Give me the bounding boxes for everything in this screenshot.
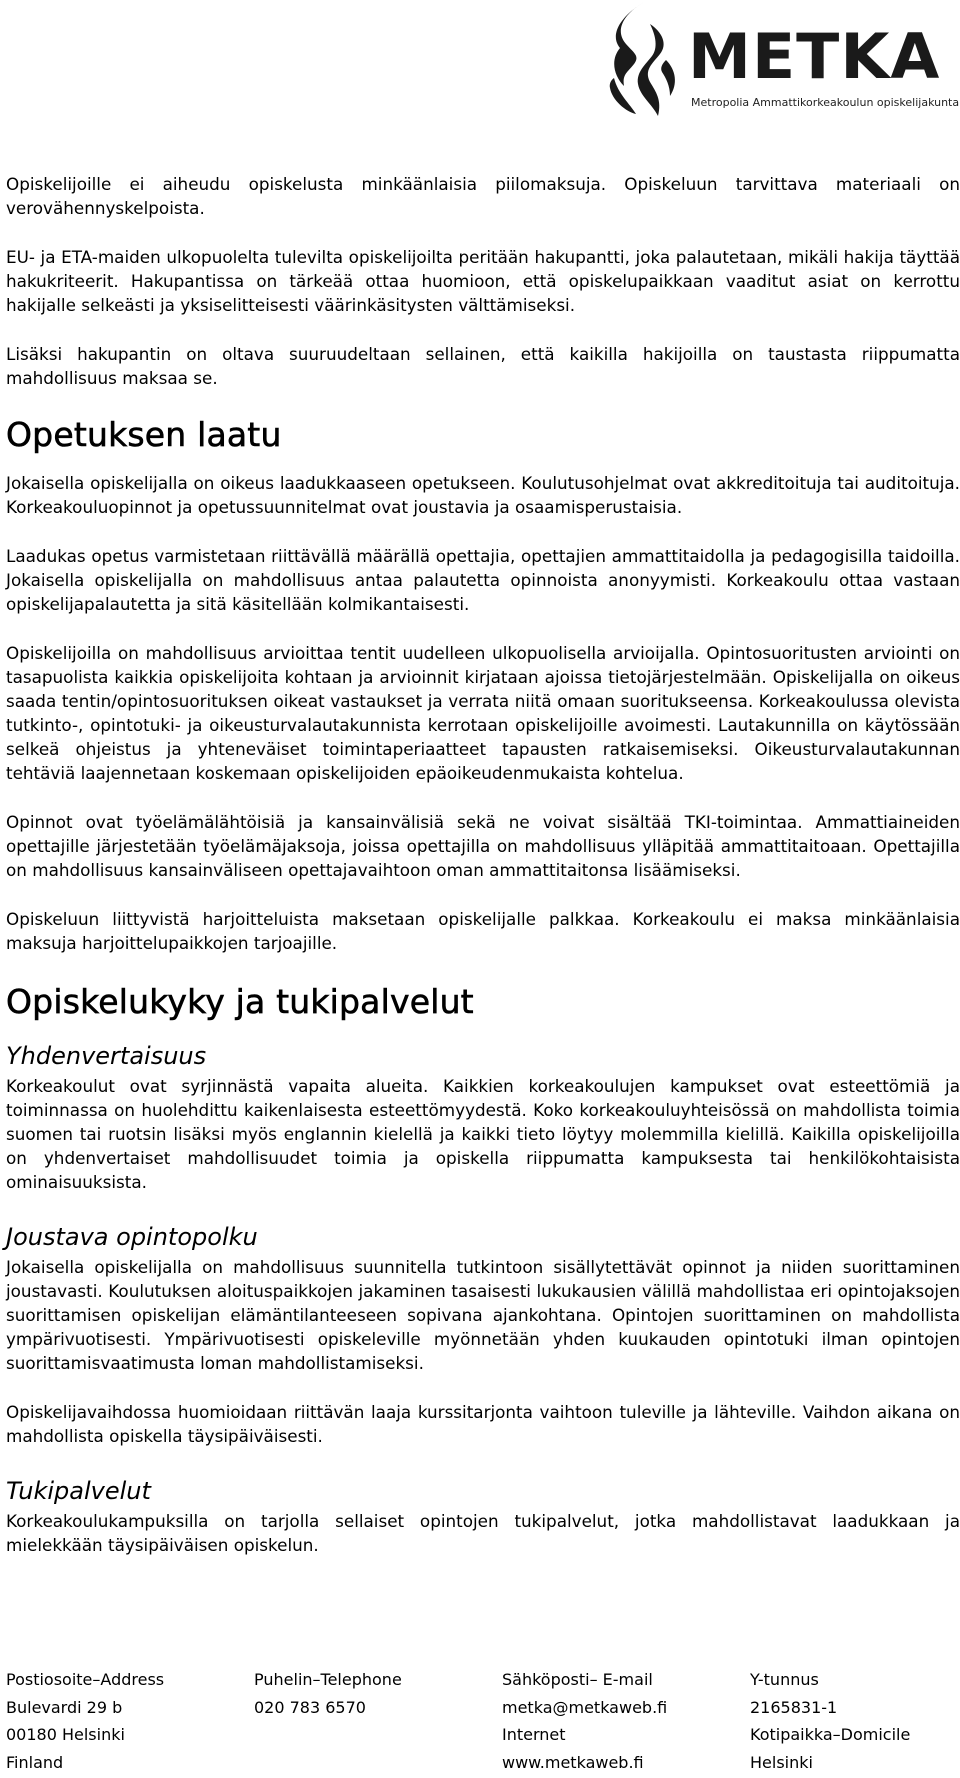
footer-telephone-number: 020 783 6570 — [254, 1697, 366, 1717]
footer-email-label: Sähköposti– E-mail — [502, 1670, 653, 1689]
quality-paragraph-5: Opiskeluun liittyvistä harjoitteluista maksetaan opiskelijalle palkkaa. Korkeakoulu ei maksa minkäänlaisia maksuja harjoittelupaikkojen tarjoajille. — [6, 909, 960, 953]
quality-paragraph-3: Opiskelijoilla on mahdollisuus arvioittaa tentit uudelleen ulkopuolisella arvioijalla. Opintosuoritusten arviointi on tasapuolista kaikkia opiskelijoita kohtaan ja arvioinnit kirjataan ajoissa tietojärjestelmään. Opiskelijalla on oikeus saada tentin/opintosuorituksen oikeat vastaukset ja verrata niitä omaan suoritukseensa. Korkeakoulussa olevista tutkinto-, opintotuki- ja oikeusturvalautakunnista kerrotaan opiskelijoille avoimesti. Lautakunnilla on käytössään selkeä ohjeistus ja yhteneväiset toimintaperiaatteet tapausten ratkaisemiseksi. Oikeusturvalautakunnan tehtäviä laajennetaan koskemaan opiskelijoiden epäoikeudenmukaista kohtelua. — [6, 643, 960, 783]
intro-paragraph-1: Opiskelijoille ei aiheudu opiskelusta minkäänlaisia piilomaksuja. Opiskeluun tarvittava materiaali on verovähennyskelpoista. — [6, 174, 960, 218]
section-heading-opetuksen-laatu: Opetuksen laatu — [6, 415, 282, 454]
flexible-paragraph-2: Opiskelijavaihdossa huomioidaan riittävän laaja kurssitarjonta vaihtoon tuleville ja lähteville. Vaihdon aikana on mahdollista opiskella täysipäiväisesti. — [6, 1402, 960, 1446]
footer-website-link[interactable]: www.metkaweb.fi — [502, 1752, 644, 1772]
footer-column-business-id — [750, 1666, 956, 1776]
footer-email-address[interactable]: metka@metkaweb.fi — [502, 1697, 668, 1717]
quality-paragraph-1: Jokaisella opiskelijalla on oikeus laadukkaaseen opetukseen. Koulutusohjelmat ovat akkreditoituja tai auditoituja. Korkeakouluopinnot ja opetussuunnitelmat ovat joustavia ja osaamisperustaisia. — [6, 473, 960, 517]
metka-flame-mark-icon — [604, 0, 684, 118]
contact-footer — [6, 1666, 956, 1776]
metka-logo — [604, 0, 960, 118]
footer-column-email — [502, 1666, 750, 1776]
footer-internet-label: Internet — [502, 1725, 566, 1744]
footer-telephone-label: Puhelin–Telephone — [254, 1670, 402, 1689]
footer-postal-city: 00180 Helsinki — [6, 1725, 125, 1744]
logo-subtitle: Metropolia Ammattikorkeakoulun opiskelijakunta — [691, 96, 960, 109]
subheading-joustava-opintopolku: Joustava opintopolku — [6, 1223, 258, 1251]
footer-address-label: Postiosoite–Address — [6, 1670, 165, 1689]
footer-column-address — [6, 1666, 254, 1776]
subheading-yhdenvertaisuus: Yhdenvertaisuus — [6, 1042, 207, 1070]
footer-country: Finland — [6, 1752, 64, 1772]
footer-domicile: Helsinki — [750, 1752, 813, 1772]
document-body — [6, 172, 960, 1582]
section-heading-opiskelukyky: Opiskelukyky ja tukipalvelut — [6, 982, 474, 1021]
footer-column-telephone — [254, 1666, 502, 1776]
equality-paragraph-1: Korkeakoulut ovat syrjinnästä vapaita alueita. Kaikkien korkeakoulujen kampukset ovat esteettömiä ja toiminnassa on huolehdittu kaikenlaisesta esteettömyydestä. Koko korkeakouluyhteisössä on mahdollista toimia suomen tai ruotsin lisäksi myös englannin kielellä ja kaikki tieto löytyy molemmilla kielillä. Kaikilla opiskelijoilla on yhdenvertaiset mahdollisuudet toimia ja opiskella riippumatta kampuksesta tai henkilökohtaisista ominaisuuksista. — [6, 1076, 960, 1192]
logo-wordmark: METKA — [688, 20, 941, 93]
footer-business-id-label: Y-tunnus — [750, 1670, 819, 1689]
flexible-paragraph-1: Jokaisella opiskelijalla on mahdollisuus suunnitella tutkintoon sisällytettävät opinnot ja niiden suorittaminen joustavasti. Koulutuksen aloituspaikkojen jakaminen tasaisesti lukukausien välillä mahdollistaa eri opintojaksojen suorittamisen opiskelijan elämäntilanteeseen sopivana ajankohtana. Opintojen suorittaminen on mahdollista ympärivuotisesti. Ympärivuotisesti opiskeleville myönnetään yhden kuukauden opintotuki ilman opintojen suorittamisvaatimusta loman mahdollistamiseksi. — [6, 1257, 960, 1373]
subheading-tukipalvelut: Tukipalvelut — [6, 1477, 151, 1505]
quality-paragraph-2: Laadukas opetus varmistetaan riittävällä määrällä opettajia, opettajien ammattitaidolla ja pedagogisilla taidoilla. Jokaisella opiskelijalla on mahdollisuus antaa palautetta opinnoista anonyymisti. Korkeakoulu ottaa vastaan opiskelijapalautetta ja sitä käsitellään kolmikantaisesti. — [6, 546, 960, 614]
intro-paragraph-3: Lisäksi hakupantin on oltava suuruudeltaan sellainen, että kaikilla hakijoilla on taustasta riippumatta mahdollisuus maksaa se. — [6, 344, 960, 388]
footer-domicile-label: Kotipaikka–Domicile — [750, 1725, 911, 1744]
intro-paragraph-2: EU- ja ETA-maiden ulkopuolelta tulevilta opiskelijoilta peritään hakupantti, joka palautetaan, mikäli hakija täyttää hakukriteerit. Hakupantissa on tärkeää ottaa huomioon, että opiskelupaikkaan vaaditut asiat on kerrottu hakijalle selkeästi ja yksiselitteisesti väärinkäsitysten välttämiseksi. — [6, 247, 960, 315]
support-paragraph-1: Korkeakoulukampuksilla on tarjolla sellaiset opintojen tukipalvelut, jotka mahdollistavat laadukkaan ja mielekkään täysipäiväisen opiskelun. — [6, 1511, 960, 1555]
footer-business-id: 2165831-1 — [750, 1697, 838, 1717]
footer-street: Bulevardi 29 b — [6, 1697, 123, 1717]
quality-paragraph-4: Opinnot ovat työelämälähtöisiä ja kansainvälisiä sekä ne voivat sisältää TKI-toimintaa. Ammattiaineiden opettajille järjestetään työelämäjaksoja, joissa opettajilla on mahdollisuus ylläpitää ammattitaitoaan. Opettajilla on mahdollisuus kansainväliseen opettajavaihtoon oman ammattitaitonsa lisäämiseksi. — [6, 812, 960, 880]
